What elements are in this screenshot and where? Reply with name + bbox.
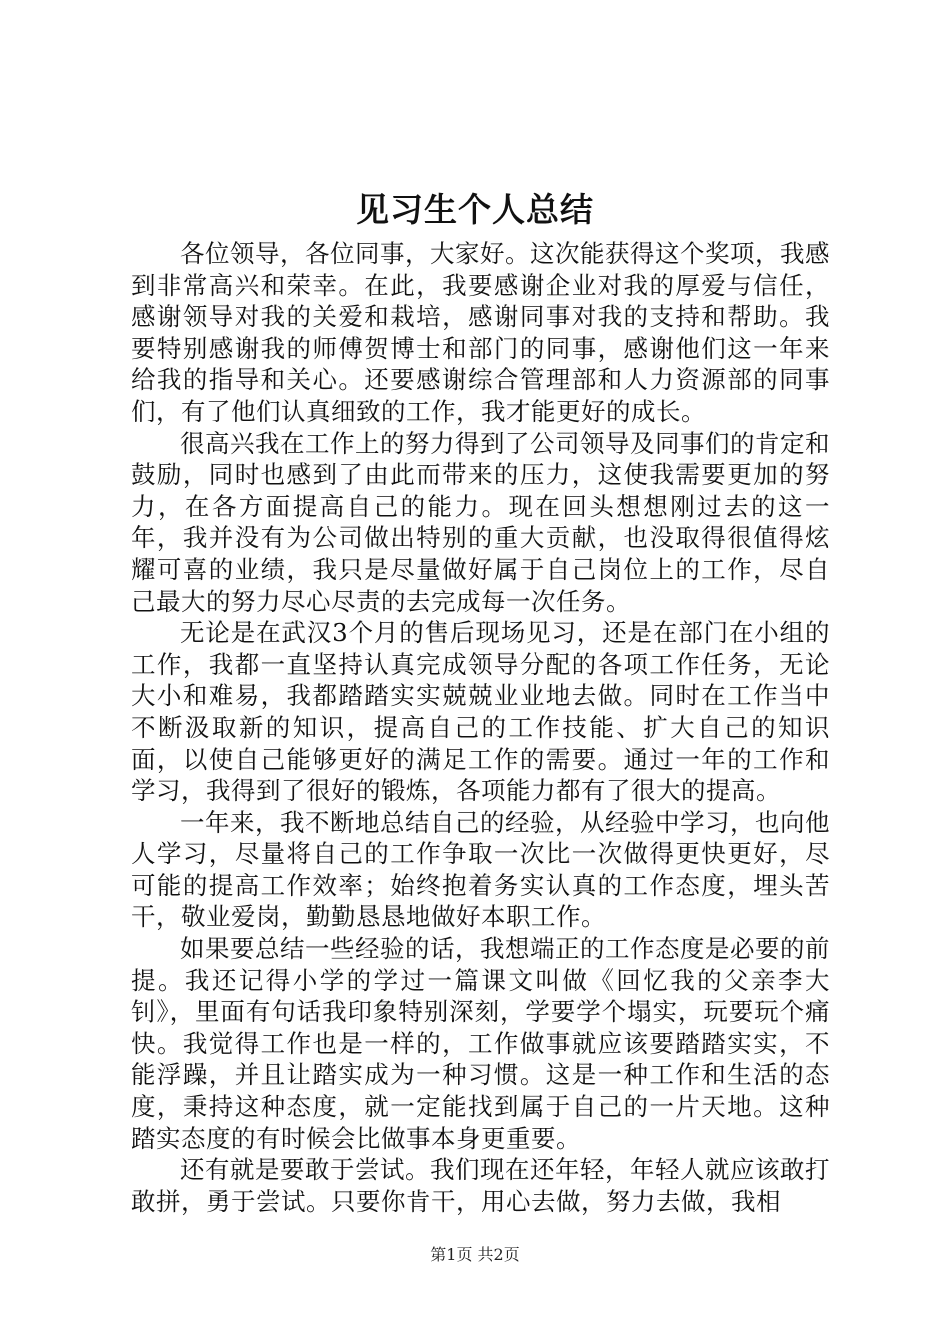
paragraph: 各位领导，各位同事，大家好。这次能获得这个奖项，我感到非常高兴和荣幸。在此，我要感谢企业对我的厚爱与信任，感谢领导对我的关爱和栽培，感谢同事对我的支持和帮助。我要特别感谢我的师傅贺博士和部门的同事，感谢他们这一年来给我的指导和关心。还要感谢综合管理部和人力资源部的同事们，有了他们认真细致的工作，我才能更好的成长。	[131, 239, 830, 426]
paragraph: 很高兴我在工作上的努力得到了公司领导及同事们的肯定和鼓励，同时也感到了由此而带来的压力，这使我需要更加的努力，在各方面提高自己的能力。现在回头想想刚过去的这一年，我并没有为公司做出特别的重大贡献，也没取得很值得炫耀可喜的业绩，我只是尽量做好属于自己岗位上的工作，尽自己最大的努力尽心尽责的去完成每一次任务。	[131, 428, 830, 616]
paragraph: 如果要总结一些经验的话，我想端正的工作态度是必要的前提。我还记得小学的学过一篇课文叫做《回忆我的父亲李大钊》，里面有句话我印象特别深刻，学要学个塌实，玩要玩个痛快。我觉得工作也是一样的，工作做事就应该要踏踏实实，不能浮躁，并且让踏实成为一种习惯。这是一种工作和生活的态度，秉持这种态度，就一定能找到属于自己的一片天地。这种踏实态度的有时候会比做事本身更重要。	[131, 934, 830, 1153]
paragraph: 无论是在武汉3个月的售后现场见习，还是在部门在小组的工作，我都一直坚持认真完成领导分配的各项工作任务，无论大小和难易，我都踏踏实实兢兢业业地去做。同时在工作当中不断汲取新的知识，提高自己的工作技能、扩大自己的知识面，以使自己能够更好的满足工作的需要。通过一年的工作和学习，我得到了很好的锻炼，各项能力都有了很大的提高。	[131, 618, 830, 806]
document-body	[131, 238, 830, 1217]
paragraph: 一年来，我不断地总结自己的经验，从经验中学习，也向他人学习，尽量将自己的工作争取一次比一次做得更快更好，尽可能的提高工作效率；始终抱着务实认真的工作态度，埋头苦干，敬业爱岗，勤勤恳恳地做好本职工作。	[131, 807, 830, 932]
page-number-footer: 第1页 共2页	[430, 1245, 520, 1264]
paragraph: 还有就是要敢于尝试。我们现在还年轻，年轻人就应该敢打敢拼，勇于尝试。只要你肯干，用心去做，努力去做，我相	[131, 1155, 830, 1216]
document-title: 见习生个人总结	[356, 190, 594, 229]
